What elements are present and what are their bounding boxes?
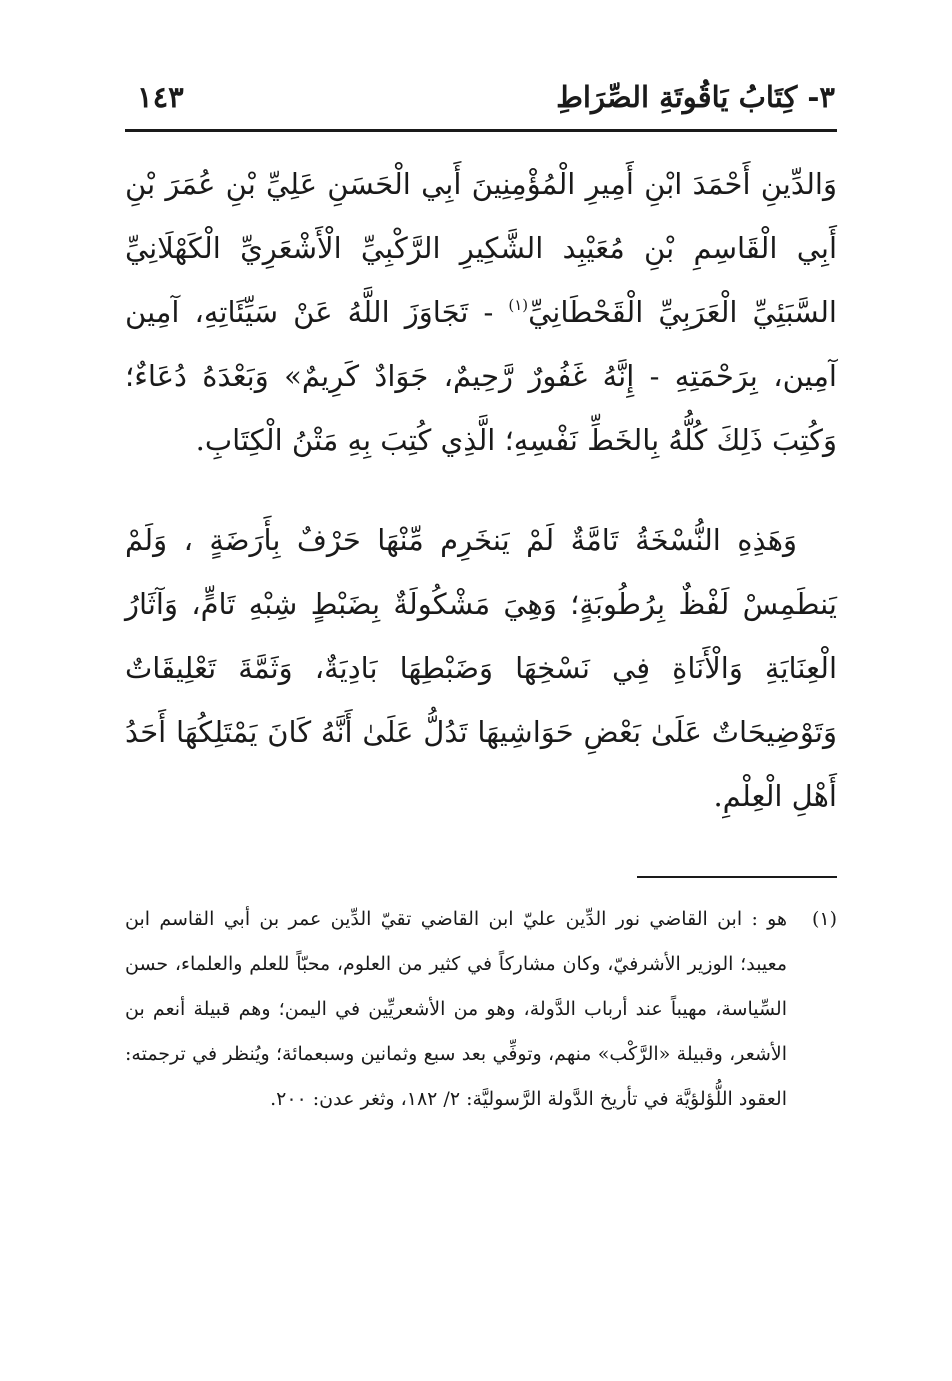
footnote-rule — [637, 876, 837, 878]
footnote-marker: (١) — [811, 908, 837, 930]
footnote-text: هو : ابن القاضي نور الدِّين عليّ ابن القاضي تقيّ الدِّين عمر بن أبي القاسم ابن معيبد؛ الوزير الأشرفيّ، وكان مشاركاً في كثير من العلوم، محبّاً للعلم والعلماء، حسن السِّياسة، مهيباً عند أرباب الدَّولة، وهو من الأشعريِّين في اليمن؛ وهم قبيلة أنعم بن الأشعر، وقبيلة «الرَّكْب» منهم، وتوفِّي بعد سبع وثمانين وسبعمائة؛ ويُنظر في ترجمته: العقود اللُّؤلؤيَّة في تأريخ الدَّولة الرَّسوليَّة: ٢/ ١٨٢، وثغر عدن: ٢٠٠. — [125, 908, 787, 1110]
running-title: ٣- كِتَابُ يَاقُوتَةِ الصِّرَاطِ — [556, 80, 835, 114]
paragraph-1 — [125, 152, 837, 472]
paragraph-1-part-1: وَالدِّينِ أَحْمَدَ ابْنِ أَمِيرِ الْمُؤْمِنِينَ أَبِي الْحَسَنِ عَلِيِّ بْنِ عُمَرَ بْنِ أَبِي الْقَاسِمِ بْنِ مُعَيْبِد الشَّكِيرِ الرَّكْبِيِّ الْأَشْعَرِيِّ الْكَهْلَانِيِّ السَّبَئِيِّ الْعَرَبِيِّ الْقَحْطَانِيِّ — [125, 167, 837, 329]
main-text — [125, 152, 837, 828]
page-number: ١٤٣ — [137, 80, 184, 114]
page-header — [125, 70, 837, 130]
paragraph-2: وَهَذِهِ النُّسْخَةُ تَامَّةٌ لَمْ يَنخَرِم مِّنْهَا حَرْفٌ بِأَرَضَةٍ ، وَلَمْ يَنطَمِسْ لَفْظٌ بِرُطُوبَةٍ؛ وَهِيَ مَشْكُولَةٌ بِضَبْطٍ شِبْهِ تَامٍّ، وَآثَارُ الْعِنَايَةِ وَالْأَنَاةِ فِي نَسْخِهَا وَضَبْطِهَا بَادِيَةٌ، وَثَمَّةَ تَعْلِيقَاتٌ وَتَوْضِيحَاتٌ عَلَىٰ بَعْضِ حَوَاشِيهَا تَدُلُّ عَلَىٰ أَنَّهُ كَانَ يَمْتَلِكُهَا أَحَدُ أَهْلِ الْعِلْمِ. — [125, 523, 837, 813]
paragraph-1-part-2: - تَجَاوَزَ اللَّهُ عَنْ سَيِّئَاتِهِ، آمِين آمِين، بِرَحْمَتِهِ - إِنَّهُ غَفُورٌ رَّحِيمٌ، جَوَادٌ كَرِيمٌ» وَبَعْدَهُ دُعَاءٌ؛ وَكُتِبَ ذَلِكَ كُلُّهُ بِالخَطِّ نَفْسِهِ؛ الَّذِي كُتِبَ بِهِ مَتْنُ الْكِتَابِ. — [125, 295, 837, 457]
footnote — [125, 897, 837, 1122]
header-rule — [125, 129, 837, 132]
footnote-reference: (١) — [508, 296, 529, 314]
